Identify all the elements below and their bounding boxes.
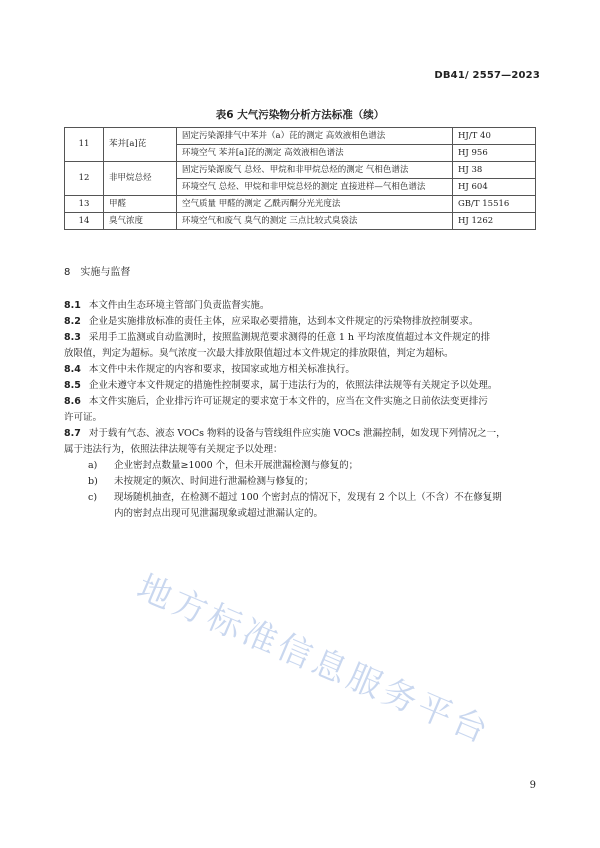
pollutant-item: 甲醛	[104, 196, 177, 213]
method-name: 环境空气 总烃、甲烷和非甲烷总烃的测定 直接进样—气相色谱法	[177, 179, 453, 196]
list-text: 现场随机抽查，在检测不超过 100 个密封点的情况下，发现有 2 个以上（不含）不在修复期	[114, 492, 502, 503]
standard-code: HJ 38	[453, 162, 536, 179]
table-row	[65, 162, 536, 179]
standard-code: HJ 1262	[453, 213, 536, 230]
page-number: 9	[529, 780, 536, 791]
pollutant-item: 非甲烷总烃	[104, 162, 177, 196]
section-title: 实施与监督	[80, 267, 131, 278]
method-name: 固定污染源排气中苯并（a）芘的测定 高效液相色谱法	[177, 128, 453, 145]
clause-text: 本文件中未作规定的内容和要求，按国家或地方相关标准执行。	[88, 364, 355, 375]
clause-text: 对于载有气态、液态 VOCs 物料的设备与管线组件应实施 VOCs 泄漏控制，如发现下列情况之一，	[88, 428, 506, 439]
method-name: 固定污染源废气 总烃、甲烷和非甲烷总烃的测定 气相色谱法	[177, 162, 453, 179]
row-number: 14	[65, 213, 104, 230]
clause-text: 本文件实施后，企业排污许可证规定的要求宽于本文件的，应当在文件实施之日前依法变更排污	[88, 396, 488, 407]
clause-number: 8.1	[64, 300, 81, 311]
list-item-c	[88, 490, 540, 522]
clause-8-2	[64, 314, 540, 330]
section-heading	[64, 263, 130, 278]
row-number: 11	[65, 128, 104, 162]
clause-8-7	[64, 426, 540, 458]
clause-8-5	[64, 378, 540, 394]
clause-text: 本文件由生态环境主管部门负责监督实施。	[88, 300, 270, 311]
list-text: 未按规定的频次、时间进行泄漏检测与修复的；	[114, 476, 314, 487]
standard-code: HJ/T 40	[453, 128, 536, 145]
clause-text: 采用手工监测或自动监测时，按照监测规范要求测得的任意 1 h 平均浓度值超过本文件规定的排	[88, 332, 491, 343]
table-row	[65, 196, 536, 213]
standard-code: HJ 956	[453, 145, 536, 162]
clause-number: 8.4	[64, 364, 81, 375]
table-row	[65, 213, 536, 230]
standard-code: GB/T 15516	[453, 196, 536, 213]
clause-8-1	[64, 298, 540, 314]
standards-table	[64, 127, 536, 230]
method-name: 环境空气 苯并[a]芘的测定 高效液相色谱法	[177, 145, 453, 162]
list-item-b	[88, 474, 540, 490]
clause-text: 企业未遵守本文件规定的措施性控制要求，属于违法行为的，依照法律法规等有关规定予以处理。	[88, 380, 498, 391]
table-row	[65, 128, 536, 145]
list-label: a)	[88, 460, 98, 471]
method-name: 空气质量 甲醛的测定 乙酰丙酮分光光度法	[177, 196, 453, 213]
clause-number: 8.7	[64, 428, 81, 439]
clause-text: 企业是实施排放标准的责任主体，应采取必要措施，达到本文件规定的污染物排放控制要求。	[88, 316, 479, 327]
row-number: 13	[65, 196, 104, 213]
clause-8-6	[64, 394, 540, 426]
clause-number: 8.6	[64, 396, 81, 407]
list-item-a	[88, 458, 540, 474]
section-number: 8	[64, 267, 71, 278]
list-label: c)	[88, 492, 98, 503]
pollutant-item: 臭气浓度	[104, 213, 177, 230]
watermark: 地方标准信息服务平台	[131, 567, 497, 753]
pollutant-item: 苯并[a]芘	[104, 128, 177, 162]
clause-text-continued: 许可证。	[64, 412, 103, 423]
list-text-continued: 内的密封点出现可见泄漏现象或超过泄漏认定的。	[114, 508, 324, 519]
standard-code: HJ 604	[453, 179, 536, 196]
clause-number: 8.2	[64, 316, 81, 327]
method-name: 环境空气和废气 臭气的测定 三点比较式臭袋法	[177, 213, 453, 230]
clause-text-continued: 放限值，判定为超标。臭气浓度一次最大排放限值超过本文件规定的排放限值，判定为超标。	[64, 348, 454, 359]
row-number: 12	[65, 162, 104, 196]
clause-number: 8.5	[64, 380, 81, 391]
clause-8-4	[64, 362, 540, 378]
clause-number: 8.3	[64, 332, 81, 343]
table-caption: 表6 大气污染物分析方法标准（续）	[215, 109, 385, 121]
list-label: b)	[88, 476, 98, 487]
list-text: 企业密封点数量≥1000 个，但未开展泄漏检测与修复的；	[114, 460, 359, 471]
clause-text-continued: 属于违法行为，依照法律法规等有关规定予以处理：	[64, 444, 283, 455]
clause-8-3	[64, 330, 540, 362]
document-id: DB41/ 2557—2023	[434, 70, 540, 81]
